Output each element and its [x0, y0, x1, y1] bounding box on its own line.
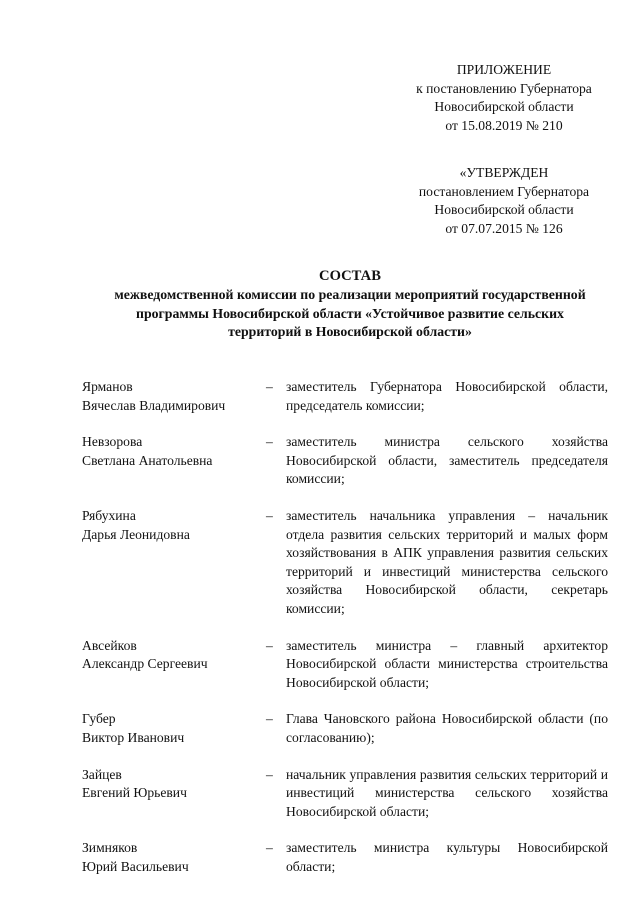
member-name: [82, 507, 266, 619]
member-name: [82, 839, 266, 876]
appendix-line: к постановлению Губернатора: [416, 80, 592, 96]
member-surname: Рябухина: [82, 507, 136, 523]
approval-line: постановлением Губернатора: [418, 183, 590, 199]
title-line: межведомственной комиссии по реализации мероприятий государственной: [114, 286, 586, 302]
member-name: [82, 433, 266, 489]
member-surname: Авсейков: [82, 637, 137, 653]
member-role: Глава Чановского района Новосибирской области (по согласованию);: [286, 711, 608, 745]
member-row: [82, 637, 608, 693]
appendix-line: Новосибирской области: [434, 99, 574, 115]
member-given-names: Светлана Анатольевна: [82, 452, 213, 468]
member-given-names: Юрий Васильевич: [82, 858, 189, 874]
member-name: [82, 378, 266, 415]
member-row: [82, 766, 608, 822]
member-row: [82, 839, 608, 876]
members-list: [82, 378, 608, 894]
member-given-names: Виктор Иванович: [82, 729, 185, 745]
dash-separator: –: [266, 766, 273, 782]
appendix-date-number: от 15.08.2019 № 210: [445, 117, 563, 133]
dash-separator: –: [266, 840, 273, 856]
approval-line: Новосибирской области: [434, 202, 574, 218]
member-role: заместитель министра сельского хозяйства Новосибирской области, заместитель председателя комиссии;: [286, 434, 608, 487]
member-surname: Невзорова: [82, 434, 143, 450]
member-given-names: Дарья Леонидовна: [82, 526, 190, 542]
dash-separator: –: [266, 507, 273, 523]
member-name: [82, 766, 266, 822]
document-title: [60, 267, 640, 342]
member-given-names: Вячеслав Владимирович: [82, 397, 226, 413]
member-given-names: Александр Сергеевич: [82, 656, 208, 672]
member-role: заместитель министра – главный архитектор Новосибирской области министерства строительства Новосибирской области;: [286, 637, 608, 690]
title-line: территорий в Новосибирской области»: [228, 324, 472, 340]
dash-separator: –: [266, 637, 273, 653]
member-role: заместитель начальника управления – начальник отдела развития сельских территорий и малых форм хозяйствования в АПК управления развития сельских территорий и инвестиций министерства сельского хозяйства Новосибирской области, секретарь комиссии;: [286, 507, 608, 616]
appendix-header: [372, 61, 636, 135]
member-surname: Ярманов: [82, 379, 133, 394]
member-role: заместитель Губернатора Новосибирской области, председатель комиссии;: [286, 379, 608, 413]
member-surname: Губер: [82, 711, 116, 727]
title-main: СОСТАВ: [319, 268, 381, 284]
appendix-title: ПРИЛОЖЕНИЕ: [456, 62, 552, 77]
member-row: [82, 433, 608, 489]
member-role: заместитель министра культуры Новосибирской области;: [286, 840, 608, 874]
dash-separator: –: [266, 434, 273, 450]
approval-title: «УТВЕРЖДЕН: [459, 165, 549, 180]
approval-date-number: от 07.07.2015 № 126: [445, 220, 563, 236]
title-line: программы Новосибирской области «Устойчивое развитие сельских: [136, 305, 564, 321]
member-row: [82, 710, 608, 747]
member-surname: Зимняков: [82, 840, 138, 856]
dash-separator: –: [266, 379, 273, 394]
member-role: начальник управления развития сельских территорий и инвестиций министерства сельского хозяйства Новосибирской области;: [286, 766, 608, 819]
approval-stamp: [372, 164, 636, 238]
member-name: [82, 637, 266, 693]
member-row: [82, 378, 608, 415]
member-surname: Зайцев: [82, 766, 122, 782]
member-name: [82, 710, 266, 747]
dash-separator: –: [266, 711, 273, 727]
member-given-names: Евгений Юрьевич: [82, 785, 187, 801]
member-row: [82, 507, 608, 619]
